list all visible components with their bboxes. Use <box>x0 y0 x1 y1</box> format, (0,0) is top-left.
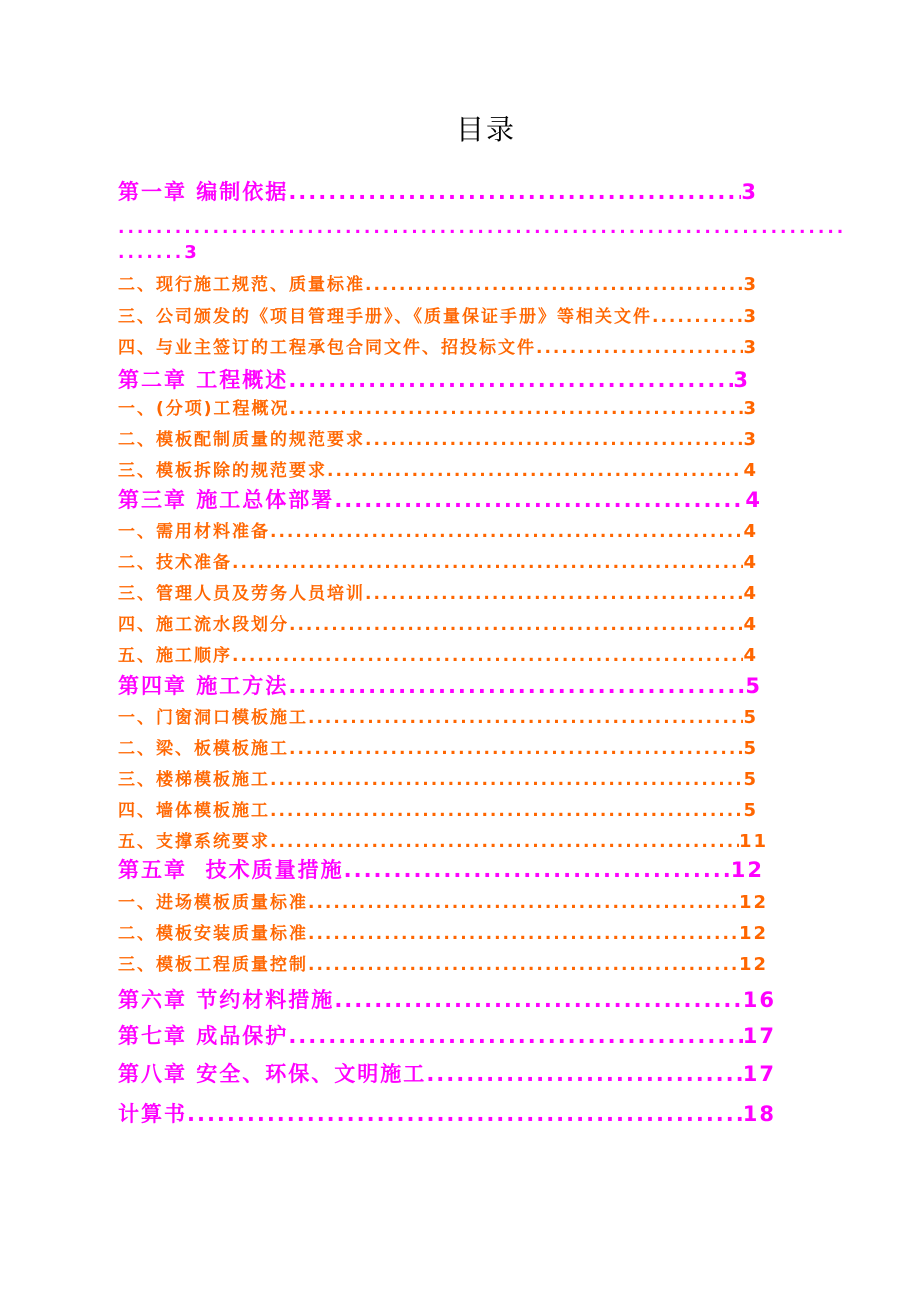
toc-calculation-book-label: 计算书 <box>118 1102 187 1126</box>
toc-section-label: 四、墙体模板施工 <box>118 801 270 821</box>
toc-chapter-8[interactable] <box>118 1060 776 1088</box>
toc-section-label: 一、进场模板质量标准 <box>118 893 308 913</box>
toc-section-page: 3 <box>743 306 758 327</box>
toc-section-page: 12 <box>738 954 768 975</box>
toc-calculation-book-page: 18 <box>742 1102 776 1126</box>
toc-section-page: 5 <box>743 738 758 759</box>
toc-chapter-5-page: 12 <box>730 858 764 882</box>
toc-entry-unnamed[interactable] <box>118 240 197 266</box>
toc-title: 目录 <box>455 113 516 146</box>
toc-section-label: 五、支撑系统要求 <box>118 832 270 852</box>
toc-section-page: 11 <box>738 831 768 852</box>
toc-section-page: 4 <box>743 552 758 573</box>
toc-chapter-7-label: 第七章 成品保护 <box>118 1024 289 1048</box>
toc-section-4-3[interactable] <box>118 768 758 792</box>
toc-leader <box>288 1022 742 1050</box>
toc-section-label: 二、技术准备 <box>118 553 232 573</box>
toc-leader <box>327 459 743 483</box>
toc-leader <box>426 1060 742 1088</box>
toc-section-page: 5 <box>743 800 758 821</box>
toc-chapter-7[interactable] <box>118 1022 776 1050</box>
toc-section-label: 二、梁、板模板施工 <box>118 739 289 759</box>
toc-leader-wrapped <box>118 218 848 240</box>
toc-leader <box>288 178 741 206</box>
toc-section-label: 一、(分项)工程概况 <box>118 399 290 419</box>
toc-section-label: 二、模板配制质量的规范要求 <box>118 430 365 450</box>
toc-section-page: 3 <box>743 337 758 358</box>
toc-section-label: 二、现行施工规范、质量标准 <box>118 275 365 295</box>
toc-section-5-1[interactable] <box>118 891 768 915</box>
toc-chapter-3-label: 第三章 施工总体部署 <box>118 488 335 512</box>
toc-section-page: 3 <box>743 274 758 295</box>
toc-entry-unnamed-page: 3 <box>184 242 197 263</box>
toc-section-3-1[interactable] <box>118 520 758 544</box>
toc-chapter-1-page: 3 <box>741 180 758 204</box>
toc-section-page: 3 <box>743 429 758 450</box>
toc-section-5-2[interactable] <box>118 922 768 946</box>
toc-leader <box>289 613 743 637</box>
toc-section-1-3[interactable] <box>118 305 758 329</box>
toc-section-label: 三、模板拆除的规范要求 <box>118 461 327 481</box>
toc-leader <box>187 1100 743 1128</box>
toc-chapter-8-page: 17 <box>742 1062 776 1086</box>
toc-chapter-8-label: 第八章 安全、环保、文明施工 <box>118 1062 427 1086</box>
toc-section-label: 三、楼梯模板施工 <box>118 770 270 790</box>
toc-leader <box>270 830 739 854</box>
toc-section-4-4[interactable] <box>118 799 758 823</box>
toc-calculation-book[interactable] <box>118 1100 776 1128</box>
toc-chapter-2[interactable] <box>118 366 750 394</box>
toc-section-3-5[interactable] <box>118 644 758 668</box>
toc-leader <box>270 520 743 544</box>
toc-leader <box>365 582 743 606</box>
toc-section-3-2[interactable] <box>118 551 758 575</box>
toc-section-2-3[interactable] <box>118 459 758 483</box>
toc-section-label: 四、与业主签订的工程承包合同文件、招投标文件 <box>118 338 536 358</box>
toc-leader <box>232 551 743 575</box>
toc-section-page: 5 <box>743 707 758 728</box>
toc-leader <box>308 706 743 730</box>
toc-leader <box>536 336 743 360</box>
toc-section-page: 4 <box>743 614 758 635</box>
toc-chapter-7-page: 17 <box>742 1024 776 1048</box>
toc-section-1-4[interactable] <box>118 336 758 360</box>
toc-section-page: 12 <box>738 923 768 944</box>
toc-chapter-4[interactable] <box>118 672 762 700</box>
toc-leader <box>334 486 745 514</box>
toc-leader <box>270 799 743 823</box>
toc-section-label: 三、管理人员及劳务人员培训 <box>118 584 365 604</box>
toc-chapter-5[interactable] <box>118 856 764 884</box>
toc-leader <box>308 922 739 946</box>
toc-chapter-6-label: 第六章 节约材料措施 <box>118 988 335 1012</box>
toc-section-label: 三、模板工程质量控制 <box>118 955 308 975</box>
toc-leader <box>652 305 743 329</box>
toc-chapter-6[interactable] <box>118 986 776 1014</box>
toc-leader: ....... <box>118 243 185 263</box>
toc-leader <box>308 953 739 977</box>
toc-section-5-3[interactable] <box>118 953 768 977</box>
toc-section-label: 一、门窗洞口模板施工 <box>118 708 308 728</box>
toc-leader <box>365 428 743 452</box>
toc-chapter-4-label: 第四章 施工方法 <box>118 674 289 698</box>
toc-leader <box>288 366 733 394</box>
toc-chapter-1-label: 第一章 编制依据 <box>118 180 289 204</box>
toc-section-1-2[interactable] <box>118 273 758 297</box>
toc-leader <box>288 672 745 700</box>
toc-section-2-1[interactable] <box>118 397 758 421</box>
toc-chapter-2-page: 3 <box>733 368 750 392</box>
toc-chapter-3-page: 4 <box>745 488 762 512</box>
toc-chapter-2-label: 第二章 工程概述 <box>118 368 289 392</box>
toc-leader <box>365 273 743 297</box>
toc-chapter-4-page: 5 <box>745 674 762 698</box>
toc-section-page: 4 <box>743 521 758 542</box>
toc-section-4-5[interactable] <box>118 830 768 854</box>
toc-section-label: 一、需用材料准备 <box>118 522 270 542</box>
toc-leader <box>232 644 743 668</box>
toc-section-label: 四、施工流水段划分 <box>118 615 289 635</box>
toc-leader <box>270 768 743 792</box>
toc-chapter-1[interactable] <box>118 178 758 206</box>
toc-section-label: 三、公司颁发的《项目管理手册》、《质量保证手册》等相关文件 <box>118 307 652 327</box>
toc-section-3-3[interactable] <box>118 582 758 606</box>
toc-leader <box>334 986 742 1014</box>
toc-chapter-5-label: 第五章 技术质量措施 <box>118 858 344 882</box>
toc-section-3-4[interactable] <box>118 613 758 637</box>
toc-chapter-3[interactable] <box>118 486 762 514</box>
toc-section-4-2[interactable] <box>118 737 758 761</box>
toc-section-page: 12 <box>738 892 768 913</box>
toc-leader <box>308 891 739 915</box>
toc-leader <box>289 737 743 761</box>
toc-section-page: 3 <box>743 398 758 419</box>
toc-leader <box>290 397 744 421</box>
toc-section-page: 4 <box>743 583 758 604</box>
toc-leader <box>344 856 731 884</box>
toc-section-4-1[interactable] <box>118 706 758 730</box>
toc-section-page: 4 <box>743 645 758 666</box>
toc-section-2-2[interactable] <box>118 428 758 452</box>
toc-section-page: 5 <box>743 769 758 790</box>
toc-chapter-6-page: 16 <box>742 988 776 1012</box>
toc-section-page: 4 <box>743 460 758 481</box>
toc-section-label: 五、施工顺序 <box>118 646 232 666</box>
toc-section-label: 二、模板安装质量标准 <box>118 924 308 944</box>
